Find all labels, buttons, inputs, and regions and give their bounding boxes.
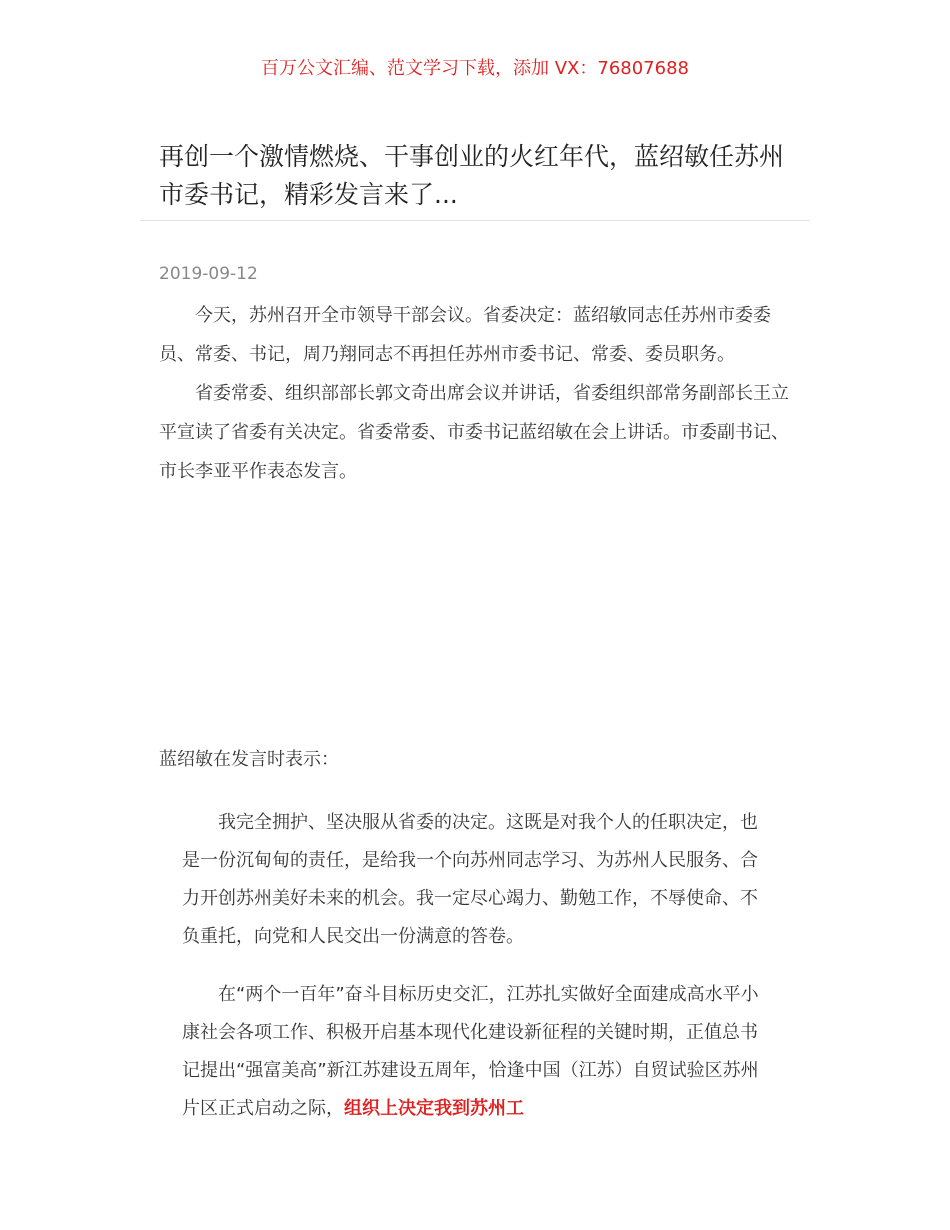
quote-paragraph: 我完全拥护、坚决服从省委的决定。这既是对我个人的任职决定，也是一份沉甸甸的责任，是给我一个向苏州同志学习、为苏州人民服务、合力开创苏州美好未来的机会。我一定尽心竭力、勤勉工作，不辱使命、不负重托，向党和人民交出一份满意的答卷。 [182,812,758,947]
speaker-line: 蓝绍敏在发言时表示： [159,749,339,770]
publish-date: 2019-09-12 [159,264,258,284]
header-banner: 百万公文汇编、范文学习下载，添加 VX：76807688 [261,58,689,79]
quote-paragraph [182,976,762,1128]
article-intro [159,296,799,491]
article-title: 再创一个激情燃烧、干事创业的火红年代，蓝绍敏任苏州市委书记，精彩发言来了... [159,142,785,209]
quote-highlight: 组织上决定我到苏州工 [344,1098,524,1119]
intro-paragraph: 省委常委、组织部部长郭文奇出席会议并讲话，省委组织部常务副部长王立平宣读了省委有关决定。省委常委、市委书记蓝绍敏在会上讲话。市委副书记、市长李亚平作表态发言。 [159,383,789,482]
quote-text: 在“两个一百年”奋斗目标历史交汇，江苏扎实做好全面建成高水平小康社会各项工作、积极开启基本现代化建设新征程的关键时期，正值总书记提出“强富美高”新江苏建设五周年，恰逢中国（江苏）自贸试验区苏州片区正式启动之际， [182,984,759,1119]
intro-paragraph: 今天，苏州召开全市领导干部会议。省委决定：蓝绍敏同志任苏州市委委员、常委、书记，周乃翔同志不再担任苏州市委书记、常委、委员职务。 [159,305,771,365]
speech-quote [182,804,762,1148]
title-divider [140,220,810,221]
